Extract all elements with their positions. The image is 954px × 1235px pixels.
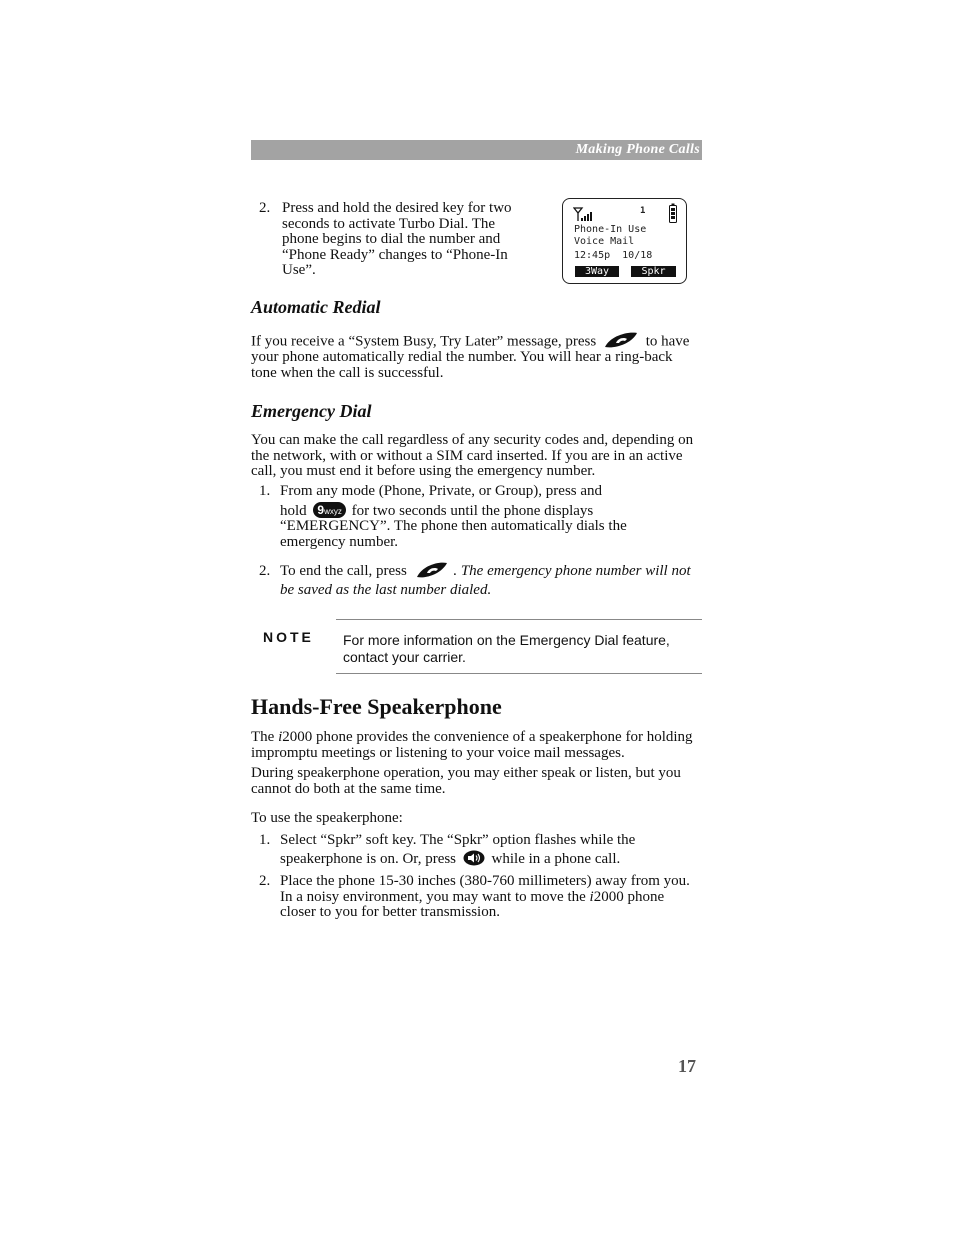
redial-text-a: If you receive a “System Busy, Try Later” message, press xyxy=(251,333,597,350)
note-bottom-rule xyxy=(336,673,702,674)
automatic-redial-heading: Automatic Redial xyxy=(251,297,381,317)
emergency-intro-text: You can make the call regardless of any security codes and, depending on the network, with or without a SIM card inserted. If you are in an active call, you must end it before using the emergency number. xyxy=(251,432,694,480)
redial-text-b: to have your phone automatically redial the number. You will hear a ring-back tone when the call is successful. xyxy=(251,333,690,381)
note-label: NOTE xyxy=(263,629,314,645)
emergency-step-2 xyxy=(259,562,699,600)
turbo-dial-step xyxy=(259,201,534,279)
display-line-1: Phone-In Use xyxy=(574,224,647,235)
send-key-icon xyxy=(602,330,640,350)
speaker-step1-text-b: while in a phone call. xyxy=(491,851,621,867)
step2-text-b: . The emergency phone number will not be saved as the last number dialed. xyxy=(280,563,691,598)
emergency-dial-intro xyxy=(251,433,702,480)
p3-text: To use the speakerphone: xyxy=(251,810,403,827)
softkey-right: Spkr xyxy=(631,266,676,277)
note-text: For more information on the Emergency Dial feature, contact your carrier. xyxy=(343,632,670,665)
step1-text-a: From any mode (Phone, Private, or Group), press and xyxy=(280,483,603,499)
step2-model-prefix: i xyxy=(589,888,594,905)
line-indicator: 1 xyxy=(640,206,646,216)
automatic-redial-text xyxy=(251,334,702,381)
softkey-left: 3Way xyxy=(575,266,619,277)
step-number: 1. xyxy=(259,483,271,499)
phone-display-illustration xyxy=(562,198,687,284)
speakerphone-heading: Hands-Free Speakerphone xyxy=(251,694,502,719)
step-number: 2. xyxy=(259,563,271,579)
step-number: 2. xyxy=(259,200,271,216)
section-title: Making Phone Calls xyxy=(575,142,700,157)
speaker-key-icon xyxy=(463,850,485,866)
step1-text-b: hold xyxy=(280,502,307,519)
speaker-step2-text-a: Place the phone 15-30 inches (380-760 millimeters) away from you. In a noisy environment, you may want to move the xyxy=(280,873,690,905)
step2-text-a: To end the call, press xyxy=(280,563,407,579)
emergency-step-1 xyxy=(259,484,659,550)
speaker-step-2 xyxy=(259,874,699,921)
emergency-dial-heading: Emergency Dial xyxy=(251,401,372,421)
p1-model-prefix: i xyxy=(278,729,283,745)
speaker-step1-text-a: Select “Spkr” soft key. The “Spkr” option flashes while the speakerphone is on. Or, press xyxy=(280,832,636,867)
signal-strength-icon xyxy=(573,207,597,223)
p1-text-a: The xyxy=(251,729,279,745)
step1-text-c: for two seconds until the phone displays “EMERGENCY”. The phone then automatically dials the emergency number. xyxy=(280,502,627,550)
note-top-rule xyxy=(336,619,702,620)
display-line-2: Voice Mail xyxy=(574,236,635,247)
step-text: Press and hold the desired key for two seconds to activate Turbo Dial. The phone begins to dial the number and “Phone Ready” changes to “Phone-In Use”. xyxy=(282,200,512,279)
battery-icon xyxy=(669,203,677,223)
nine-key-icon: 9wxyz xyxy=(313,502,345,518)
display-line-3: 12:45p 10/18 xyxy=(574,250,653,261)
page-number: 17 xyxy=(678,1056,696,1076)
p2-text: During speakerphone operation, you may either speak or listen, but you cannot do both at the same time. xyxy=(251,765,681,797)
end-key-icon xyxy=(414,560,450,580)
step-number: 1. xyxy=(259,832,271,848)
speaker-step2-text-b: 2000 phone closer to you for better transmission. xyxy=(280,888,665,921)
step-number: 2. xyxy=(259,873,271,889)
speakerphone-paragraphs xyxy=(251,730,702,827)
section-header-bar xyxy=(251,140,702,160)
speaker-step-1 xyxy=(259,831,669,869)
p1-text-b: 2000 phone provides the convenience of a speakerphone for holding impromptu meetings or listening to your voice mail messages. xyxy=(251,729,693,761)
